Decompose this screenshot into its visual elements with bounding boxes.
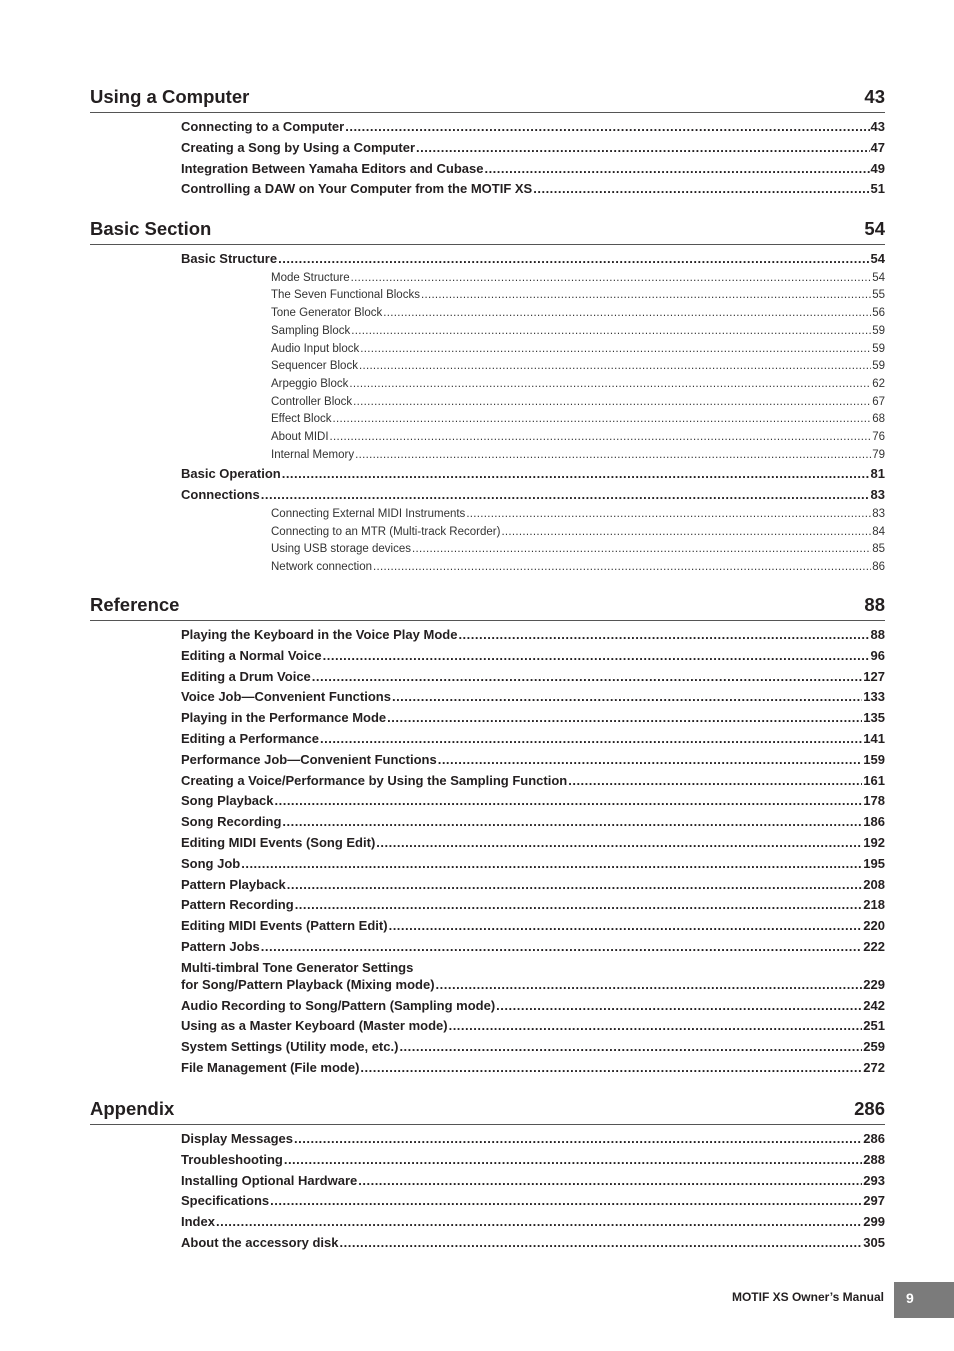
entry-page: 305 xyxy=(863,1234,885,1250)
entry-page: 127 xyxy=(863,668,885,684)
dot-leader xyxy=(360,1060,862,1075)
dot-leader xyxy=(392,689,862,704)
entry-label: Controlling a DAW on Your Computer from the MOTIF XS xyxy=(181,181,533,197)
entry-page: 79 xyxy=(872,448,885,461)
entry-label: Basic Structure xyxy=(181,251,278,266)
entry-list xyxy=(90,251,885,579)
dot-leader xyxy=(320,731,862,746)
entry-page: 86 xyxy=(872,561,885,574)
entry-page: 161 xyxy=(863,772,885,788)
entry-page: 67 xyxy=(872,395,885,408)
section-page: 286 xyxy=(854,1098,885,1119)
dot-leader xyxy=(436,977,863,992)
entry-label: Editing MIDI Events (Song Edit) xyxy=(181,834,376,850)
toc-entry[interactable] xyxy=(181,119,885,140)
toc-entry[interactable] xyxy=(181,466,885,487)
toc-entry[interactable] xyxy=(181,731,885,752)
entry-page: 272 xyxy=(863,1059,885,1075)
entry-label: Performance Job—Convenient Functions xyxy=(181,751,437,767)
toc-subentry[interactable] xyxy=(271,343,885,361)
toc-section xyxy=(90,1098,885,1256)
entry-page: 133 xyxy=(863,689,885,705)
entry-label: Sampling Block xyxy=(271,324,351,337)
entry-page: 68 xyxy=(872,413,885,426)
entry-label: Integration Between Yamaha Editors and Cubase xyxy=(181,160,484,176)
entry-page: 195 xyxy=(863,855,885,871)
dot-leader xyxy=(421,289,871,302)
entry-label: Playing the Keyboard in the Voice Play Mode xyxy=(181,627,458,642)
toc-entry[interactable] xyxy=(181,773,885,794)
section-heading xyxy=(90,1098,885,1125)
dot-leader xyxy=(351,325,871,338)
entry-label: Editing a Drum Voice xyxy=(181,668,311,684)
toc-entry[interactable] xyxy=(181,1214,885,1235)
entry-page: 96 xyxy=(870,647,885,663)
toc-subentry[interactable] xyxy=(271,431,885,449)
dot-leader xyxy=(373,561,871,574)
toc-entry[interactable] xyxy=(181,710,885,731)
toc-entry[interactable] xyxy=(181,877,885,898)
entry-page: 288 xyxy=(863,1151,885,1167)
entry-page: 84 xyxy=(872,525,885,538)
entry-page: 222 xyxy=(863,938,885,954)
toc-entry[interactable] xyxy=(181,752,885,773)
entry-page: 81 xyxy=(870,466,885,482)
dot-leader xyxy=(312,669,863,684)
entry-label: Pattern Jobs xyxy=(181,938,260,954)
dot-leader xyxy=(484,161,869,176)
entry-label: Basic Operation xyxy=(181,466,281,482)
entry-label: Song Job xyxy=(181,855,241,871)
entry-label: Editing a Performance xyxy=(181,730,319,746)
dot-leader xyxy=(355,449,871,462)
dot-leader xyxy=(274,793,862,808)
toc-section xyxy=(90,86,885,202)
entry-page: 242 xyxy=(863,997,885,1013)
entry-page: 135 xyxy=(863,710,885,726)
section-heading xyxy=(90,86,885,113)
entry-label: Display Messages xyxy=(181,1131,294,1146)
toc-entry[interactable] xyxy=(181,251,885,272)
section-heading xyxy=(90,218,885,245)
toc-section xyxy=(90,594,885,1081)
toc-entry[interactable] xyxy=(181,161,885,182)
dot-leader xyxy=(261,487,870,502)
toc-entry[interactable] xyxy=(181,856,885,877)
entry-label: Audio Input block xyxy=(271,342,360,355)
entry-label: Using USB storage devices xyxy=(271,543,411,556)
entry-page: 208 xyxy=(863,876,885,892)
dot-leader xyxy=(387,710,862,725)
entry-label: Arpeggio Block xyxy=(271,377,349,390)
dot-leader xyxy=(389,918,863,933)
dot-leader xyxy=(340,1235,863,1250)
dot-leader xyxy=(216,1214,862,1229)
entry-page: 59 xyxy=(872,360,885,373)
entry-label: Specifications xyxy=(181,1193,270,1209)
entry-label: Audio Recording to Song/Pattern (Sampling mode) xyxy=(181,997,496,1013)
toc-subentry[interactable] xyxy=(271,508,885,526)
toc-subentry[interactable] xyxy=(271,413,885,431)
section-title: Using a Computer xyxy=(90,86,250,107)
dot-leader xyxy=(412,543,871,556)
dot-leader xyxy=(533,181,869,196)
entry-label: Index xyxy=(181,1214,215,1230)
toc-entry[interactable] xyxy=(181,487,885,508)
section-page: 43 xyxy=(864,86,885,107)
entry-page: 220 xyxy=(863,918,885,934)
entry-page: 178 xyxy=(863,793,885,809)
entry-page: 54 xyxy=(872,271,885,284)
dot-leader xyxy=(438,752,863,767)
page-number: 9 xyxy=(894,1282,954,1318)
entry-list xyxy=(90,627,885,1081)
dot-leader xyxy=(449,1018,863,1033)
entry-label: Creating a Voice/Performance by Using the Sampling Function xyxy=(181,772,568,788)
dot-leader xyxy=(345,119,869,134)
toc-entry[interactable] xyxy=(181,627,885,648)
dot-leader xyxy=(241,856,862,871)
section-title: Reference xyxy=(90,594,180,615)
entry-label: Song Playback xyxy=(181,793,274,809)
toc-section xyxy=(90,218,885,579)
entry-label: Tone Generator Block xyxy=(271,307,383,320)
entry-page: 83 xyxy=(870,487,885,503)
dot-leader xyxy=(287,877,863,892)
entry-label: Pattern Recording xyxy=(181,897,294,913)
dot-leader xyxy=(466,508,871,521)
entry-label: About the accessory disk xyxy=(181,1234,339,1250)
dot-leader xyxy=(323,648,870,663)
dot-leader xyxy=(349,378,871,391)
entry-label: Voice Job—Convenient Functions xyxy=(181,689,391,705)
entry-label: Pattern Playback xyxy=(181,876,286,892)
dot-leader xyxy=(330,431,872,444)
toc-subentry[interactable] xyxy=(271,378,885,396)
toc-entry[interactable] xyxy=(181,814,885,835)
entry-label-continued: for Song/Pattern Playback (Mixing mode) xyxy=(181,976,435,992)
toc-entry[interactable] xyxy=(181,939,885,960)
toc-subentry[interactable] xyxy=(271,307,885,325)
dot-leader xyxy=(496,998,862,1013)
entry-page: 56 xyxy=(872,307,885,320)
dot-leader xyxy=(294,1131,862,1146)
entry-page: 286 xyxy=(863,1131,885,1146)
dot-leader xyxy=(295,897,863,912)
entry-list xyxy=(90,1131,885,1256)
entry-label: Mode Structure xyxy=(271,271,350,284)
toc-entry[interactable] xyxy=(181,648,885,669)
dot-leader xyxy=(358,1173,862,1188)
entry-page: 159 xyxy=(863,751,885,767)
entry-page: 259 xyxy=(863,1039,885,1055)
dot-leader xyxy=(383,307,871,320)
entry-label: Effect Block xyxy=(271,413,332,426)
entry-label: Connecting External MIDI Instruments xyxy=(271,507,466,520)
dot-leader xyxy=(351,272,872,285)
section-heading xyxy=(90,594,885,621)
dot-leader xyxy=(284,1152,862,1167)
entry-page: 49 xyxy=(870,160,885,176)
entry-page: 54 xyxy=(870,251,885,266)
entry-page: 59 xyxy=(872,324,885,337)
toc-subentry[interactable] xyxy=(271,360,885,378)
entry-label: Troubleshooting xyxy=(181,1151,283,1167)
toc-entry[interactable] xyxy=(181,1018,885,1039)
entry-page: 297 xyxy=(863,1193,885,1209)
section-page: 88 xyxy=(864,594,885,615)
dot-leader xyxy=(501,526,871,539)
entry-label: Installing Optional Hardware xyxy=(181,1172,358,1188)
entry-page: 55 xyxy=(872,289,885,302)
entry-label: System Settings (Utility mode, etc.) xyxy=(181,1039,399,1055)
dot-leader xyxy=(360,343,871,356)
toc-entry[interactable] xyxy=(181,1235,885,1256)
toc-entry[interactable] xyxy=(181,1131,885,1152)
dot-leader xyxy=(282,466,870,481)
entry-label: Editing a Normal Voice xyxy=(181,647,322,663)
entry-page: 76 xyxy=(872,430,885,443)
toc-entry[interactable] xyxy=(181,669,885,690)
entry-label: About MIDI xyxy=(271,430,329,443)
dot-leader xyxy=(353,396,871,409)
dot-leader xyxy=(261,939,863,954)
entry-page: 192 xyxy=(863,834,885,850)
toc-entry[interactable] xyxy=(181,1039,885,1060)
toc-entry[interactable] xyxy=(181,998,885,1019)
section-title: Basic Section xyxy=(90,218,212,239)
entry-page: 47 xyxy=(870,139,885,155)
dot-leader xyxy=(359,360,871,373)
entry-label: Connecting to a Computer xyxy=(181,119,345,134)
entry-label: Connections xyxy=(181,487,260,503)
entry-label: Editing MIDI Events (Pattern Edit) xyxy=(181,918,388,934)
entry-label: Sequencer Block xyxy=(271,360,358,373)
toc-entry[interactable] xyxy=(181,1193,885,1214)
entry-label: Song Recording xyxy=(181,814,282,830)
entry-page: 51 xyxy=(870,181,885,197)
entry-label: Multi-timbral Tone Generator Settings xyxy=(181,959,414,975)
toc-subentry[interactable] xyxy=(271,543,885,561)
toc-subentry[interactable] xyxy=(271,561,885,579)
dot-leader xyxy=(282,814,862,829)
toc-entry[interactable] xyxy=(181,835,885,856)
toc-subentry[interactable] xyxy=(271,526,885,544)
entry-label: Connecting to an MTR (Multi-track Recorder) xyxy=(271,525,501,538)
toc-entry[interactable] xyxy=(181,1060,885,1081)
toc-entry[interactable] xyxy=(181,897,885,918)
manual-title: MOTIF XS Owner’s Manual xyxy=(731,1290,884,1304)
dot-leader xyxy=(416,140,870,155)
toc-subentry[interactable] xyxy=(271,272,885,290)
entry-label: Creating a Song by Using a Computer xyxy=(181,139,416,155)
entry-page: 83 xyxy=(872,507,885,520)
entry-page: 59 xyxy=(872,342,885,355)
entry-page: 141 xyxy=(863,730,885,746)
toc-subentry[interactable] xyxy=(271,289,885,307)
entry-page: 218 xyxy=(863,897,885,913)
section-page: 54 xyxy=(864,218,885,239)
toc-entry[interactable] xyxy=(181,1173,885,1194)
entry-page: 251 xyxy=(863,1018,885,1034)
entry-label: File Management (File mode) xyxy=(181,1059,360,1075)
toc-entry[interactable] xyxy=(181,689,885,710)
toc-subentry[interactable] xyxy=(271,325,885,343)
entry-page: 62 xyxy=(872,377,885,390)
entry-page: 186 xyxy=(863,814,885,830)
toc-subentry[interactable] xyxy=(271,396,885,414)
dot-leader xyxy=(399,1039,862,1054)
entry-list xyxy=(90,119,885,202)
entry-label: The Seven Functional Blocks xyxy=(271,289,420,302)
toc-entry[interactable] xyxy=(181,181,885,202)
entry-page: 229 xyxy=(863,976,885,992)
entry-page: 43 xyxy=(870,119,885,134)
entry-page: 85 xyxy=(872,543,885,556)
dot-leader xyxy=(458,627,869,642)
toc-entry[interactable] xyxy=(181,793,885,814)
dot-leader xyxy=(376,835,862,850)
section-title: Appendix xyxy=(90,1098,175,1119)
toc-entry[interactable] xyxy=(181,140,885,161)
entry-label: Controller Block xyxy=(271,395,353,408)
dot-leader xyxy=(568,773,862,788)
entry-label: Internal Memory xyxy=(271,448,355,461)
entry-label: Using as a Master Keyboard (Master mode) xyxy=(181,1018,448,1034)
toc-subentry[interactable] xyxy=(271,449,885,467)
entry-label: Playing in the Performance Mode xyxy=(181,710,387,726)
dot-leader xyxy=(270,1193,862,1208)
entry-page: 299 xyxy=(863,1214,885,1230)
dot-leader xyxy=(333,413,872,426)
entry-label: Network connection xyxy=(271,561,372,574)
entry-page: 293 xyxy=(863,1172,885,1188)
toc-entry[interactable] xyxy=(181,1152,885,1173)
dot-leader xyxy=(278,251,869,266)
entry-page: 88 xyxy=(870,627,885,642)
toc-entry[interactable] xyxy=(181,960,885,998)
toc-entry[interactable] xyxy=(181,918,885,939)
